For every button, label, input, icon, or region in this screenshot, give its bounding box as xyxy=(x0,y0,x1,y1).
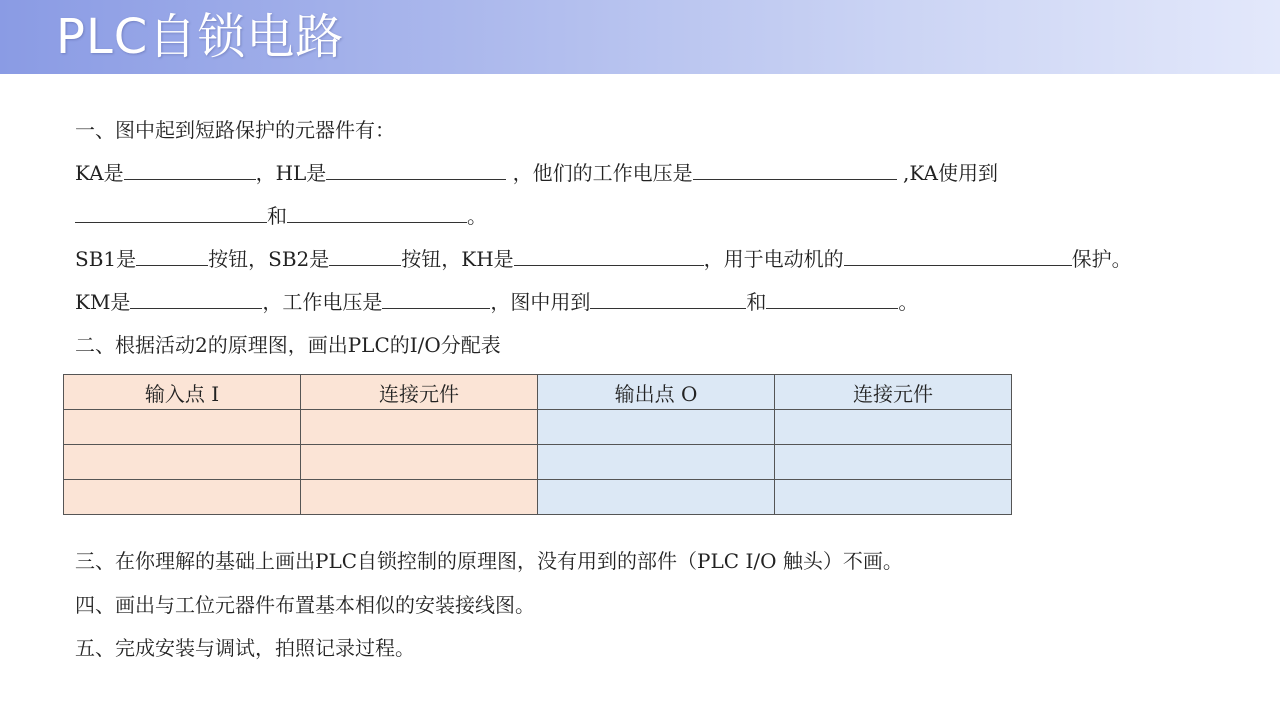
question-2: 二、根据活动2的原理图，画出PLC的I/O分配表 xyxy=(75,333,501,357)
header-input-point: 输入点 I xyxy=(64,375,301,410)
answer-blank[interactable] xyxy=(136,245,208,266)
question-1-line-5 xyxy=(75,287,918,317)
answer-blank[interactable] xyxy=(287,202,467,223)
answer-blank[interactable] xyxy=(766,288,898,309)
table-cell[interactable] xyxy=(538,480,775,515)
answer-blank[interactable] xyxy=(590,288,746,309)
text-segment: 按钮，KH是 xyxy=(401,247,514,271)
table-cell[interactable] xyxy=(64,410,301,445)
text-segment: ，工作电压是 xyxy=(262,290,383,314)
table-cell[interactable] xyxy=(775,480,1012,515)
answer-blank[interactable] xyxy=(382,288,490,309)
answer-blank[interactable] xyxy=(844,245,1072,266)
text-segment: ,KA使用到 xyxy=(896,161,998,185)
table-row xyxy=(64,445,1012,480)
header-output-point: 输出点 O xyxy=(538,375,775,410)
text-segment: SB1是 xyxy=(75,247,137,271)
question-1-line-1: 一、图中起到短路保护的元器件有： xyxy=(75,118,395,142)
text-segment: KA是 xyxy=(75,161,124,185)
text-segment: 和 xyxy=(746,290,767,314)
question-4: 四、画出与工位元器件布置基本相似的安装接线图。 xyxy=(75,593,535,617)
table-cell[interactable] xyxy=(64,480,301,515)
table-cell[interactable] xyxy=(301,445,538,480)
text-segment: KM是 xyxy=(75,290,131,314)
page-title: PLC自锁电路 xyxy=(56,9,345,65)
question-3: 三、在你理解的基础上画出PLC自锁控制的原理图，没有用到的部件（PLC I/O 触头）不画。 xyxy=(75,549,903,573)
answer-blank[interactable] xyxy=(75,202,267,223)
text-segment: ，用于电动机的 xyxy=(703,247,844,271)
table-cell[interactable] xyxy=(538,445,775,480)
table-cell[interactable] xyxy=(301,480,538,515)
answer-blank[interactable] xyxy=(693,159,897,180)
table-row xyxy=(64,410,1012,445)
answer-blank[interactable] xyxy=(130,288,262,309)
io-allocation-table xyxy=(63,374,1012,515)
title-banner xyxy=(0,0,1280,74)
text-segment: ，HL是 xyxy=(255,161,327,185)
question-5: 五、完成安装与调试，拍照记录过程。 xyxy=(75,636,415,660)
question-1-line-2 xyxy=(75,158,998,188)
text-segment: 。 xyxy=(898,290,919,314)
answer-blank[interactable] xyxy=(124,159,256,180)
table-cell[interactable] xyxy=(301,410,538,445)
text-segment: 保护。 xyxy=(1071,247,1132,271)
text-segment: ，他们的工作电压是 xyxy=(506,161,693,185)
answer-blank[interactable] xyxy=(514,245,704,266)
header-output-component: 连接元件 xyxy=(775,375,1012,410)
table-cell[interactable] xyxy=(538,410,775,445)
table-header-row xyxy=(64,375,1012,410)
table-row xyxy=(64,480,1012,515)
table-cell[interactable] xyxy=(64,445,301,480)
answer-blank[interactable] xyxy=(329,245,401,266)
table-cell[interactable] xyxy=(775,410,1012,445)
table-cell[interactable] xyxy=(775,445,1012,480)
question-1-line-3 xyxy=(75,201,487,231)
answer-blank[interactable] xyxy=(326,159,506,180)
question-1-line-4 xyxy=(75,244,1132,274)
text-segment: 按钮，SB2是 xyxy=(208,247,330,271)
text-segment: 和 xyxy=(267,204,287,228)
header-input-component: 连接元件 xyxy=(301,375,538,410)
text-segment: 。 xyxy=(467,204,487,228)
text-segment: ，图中用到 xyxy=(490,290,591,314)
